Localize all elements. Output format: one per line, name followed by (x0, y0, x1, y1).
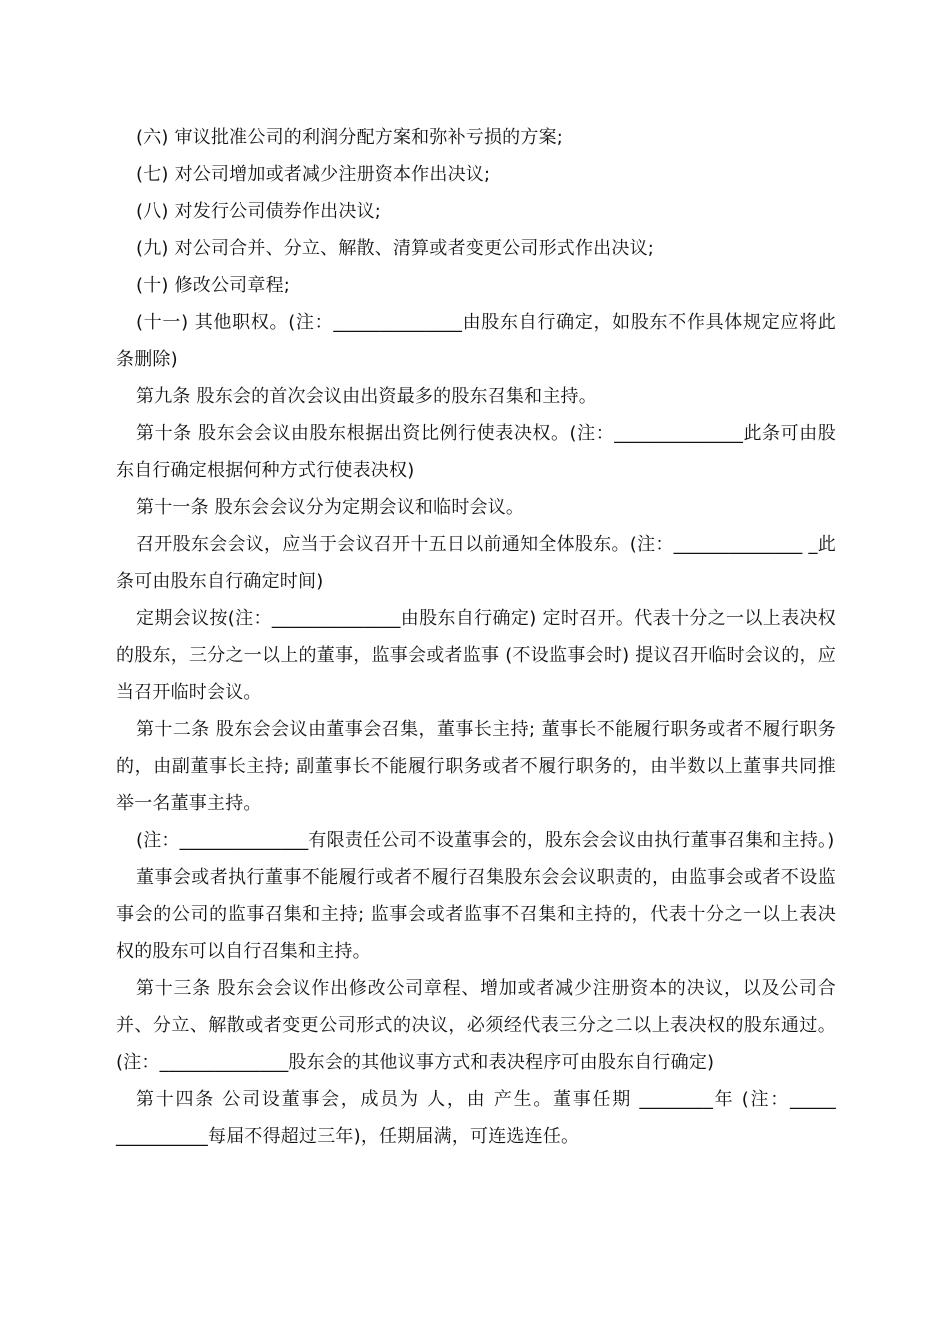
article-12: 第十二条 股东会会议由董事会召集，董事长主持; 董事长不能履行职务或者不履行职务的，由副董事长主持; 副董事长不能履行职务或者不履行职务的，由半数以上董事共同推举一名董事主持。 (116, 719, 836, 814)
article-12-note: (注：______________有限责任公司不设董事会的，股东会会议由执行董事召集和主持。) (136, 830, 835, 851)
board-failure-paragraph: 董事会或者执行董事不能履行或者不履行召集股东会会议职责的，由监事会或者不设监事会的公司的监事召集和主持; 监事会或者监事不召集和主持的，代表十分之一以上表决权的股东可以自行召集和主持。 (116, 867, 836, 962)
clause-item-9: (九) 对公司合并、分立、解散、清算或者变更公司形式作出决议; (136, 238, 655, 259)
article-11: 第十一条 股东会会议分为定期会议和临时会议。 (136, 497, 525, 518)
article-13: 第十三条 股东会会议作出修改公司章程、增加或者减少注册资本的决议，以及公司合并、分立、解散或者变更公司形式的决议，必须经代表三分之二以上表决权的股东通过。(注：______________股东会的其他议事方式和表决程序可由股东自行确定) (116, 978, 836, 1073)
article-10: 第十条 股东会会议由股东根据出资比例行使表决权。(注：______________此条可由股东自行确定根据何种方式行使表决权) (116, 423, 836, 481)
clause-item-7: (七) 对公司增加或者减少注册资本作出决议; (136, 164, 491, 185)
clause-item-10: (十) 修改公司章程; (136, 275, 291, 296)
meeting-notice-paragraph: 召开股东会会议，应当于会议召开十五日以前通知全体股东。(注：______________ _此条可由股东自行确定时间) (116, 534, 836, 592)
clause-item-8: (八) 对发行公司债券作出决议; (136, 201, 382, 222)
clause-item-11: (十一) 其他职权。(注：______________由股东自行确定，如股东不作具体规定应将此条删除) (116, 312, 836, 370)
clause-item-6: (六) 审议批准公司的利润分配方案和弥补亏损的方案; (136, 127, 564, 148)
article-9: 第九条 股东会的首次会议由出资最多的股东召集和主持。 (136, 386, 597, 407)
regular-meeting-paragraph: 定期会议按(注：______________由股东自行确定) 定时召开。代表十分之一以上表决权的股东，三分之一以上的董事，监事会或者监事 (不设监事会时) 提议召开临时会议的，应当召开临时会议。 (116, 608, 836, 703)
article-14: 第十四条 公司设董事会，成员为 人，由 产生。董事任期 ________年 (注：_____ __________每届不得超过三年)，任期届满，可连选连任。 (116, 1089, 836, 1147)
document-body (116, 119, 836, 1155)
